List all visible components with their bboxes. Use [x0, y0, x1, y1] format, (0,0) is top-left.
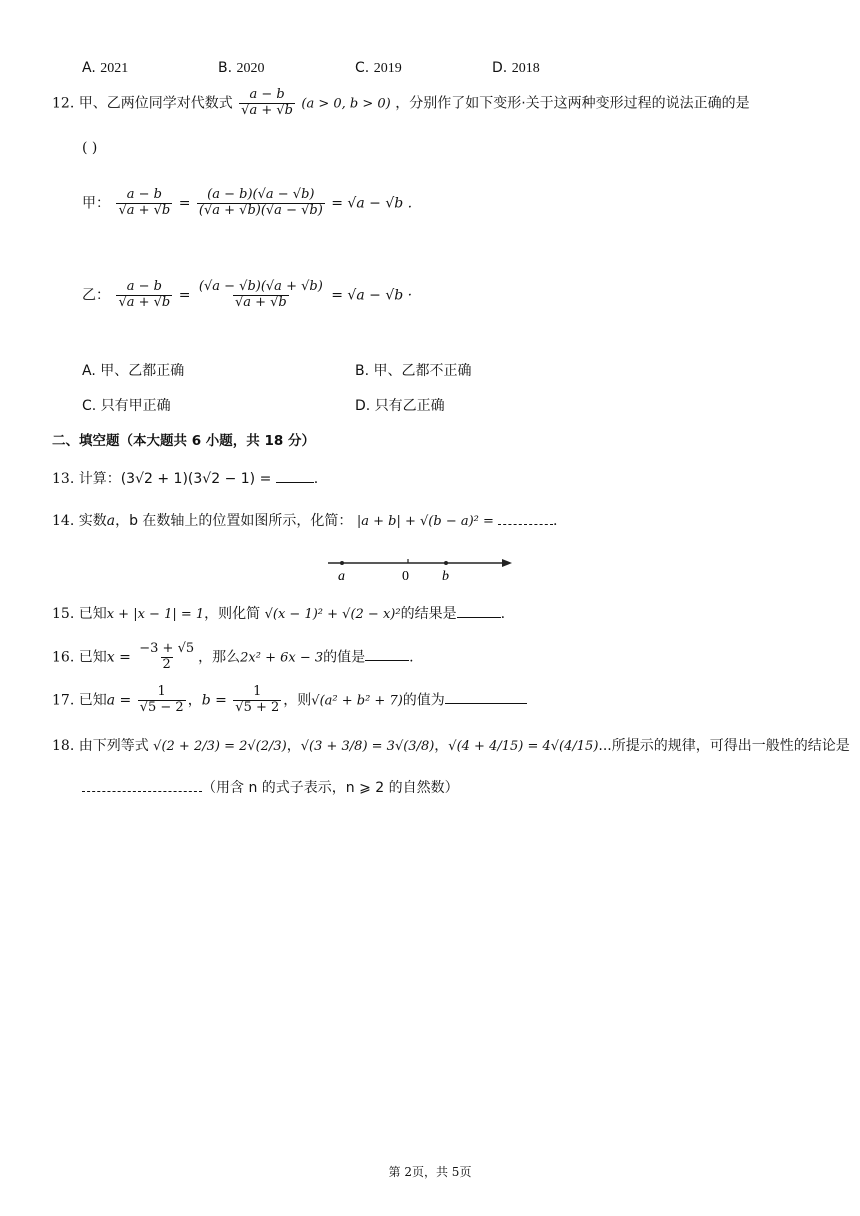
q12-answer-paren: ( ): [82, 140, 98, 156]
q12-yi-derivation: 乙： $\frac{a - b}{√a + √b}$ = $\frac{(√a - √b)(√a + √b)}{√a + √b}$ = √a − √b ·: [82, 279, 413, 310]
q12-stem: 12. 甲、乙两位同学对代数式 $\frac{a - b}{√a + √b}$ (a > 0, b > 0) ，分别作了如下变形·关于这两种变形过程的说法正确的是: [52, 87, 750, 118]
page-footer: 第 2页，共 5页: [388, 1165, 472, 1179]
q15-answer-blank: [457, 617, 501, 618]
q12-fraction: $\frac{a - b}{√a + √b}$: [241, 87, 293, 118]
q11-option-a: A. 2021: [82, 60, 129, 76]
q18-answer-blank: [82, 791, 202, 792]
q12-option-b: B. 甲、乙都不正确: [355, 363, 472, 379]
q12-option-d: D. 只有乙正确: [355, 398, 445, 414]
point-b: [444, 561, 448, 565]
q14: 14. 实数a，b 在数轴上的位置如图所示，化简： |a + b| + √(b − a)² = .: [52, 513, 558, 529]
q18: 18. 由下列等式 √(2 + 2/3) = 2√(2/3)，√(3 + 3/8) = 3√(3/8)，√(4 + 4/15) = 4√(4/15)...所提示的规律，可得出一般性的结论是: [52, 738, 850, 754]
q17-answer-blank: [445, 703, 527, 704]
q18-line2: （用含 n 的式子表示，n ⩾ 2 的自然数）: [82, 777, 459, 797]
q14-answer-blank: [498, 524, 553, 525]
q11-option-c: C. 2019: [355, 60, 402, 76]
q13-answer-blank: [276, 482, 314, 483]
q11-option-d: D. 2018: [492, 60, 540, 76]
label-b: b: [442, 569, 449, 584]
q15: 15. 已知x + |x − 1| = 1，则化简 √(x − 1)² + √(2 − x)²的结果是 .: [52, 606, 506, 622]
q13: 13. 计算：(3√2 + 1)(3√2 − 1) = .: [52, 471, 319, 487]
q16-answer-blank: [365, 660, 409, 661]
q11-option-b: B. 2020: [218, 60, 265, 76]
q12-option-c: C. 只有甲正确: [82, 398, 171, 414]
label-a: a: [338, 569, 345, 584]
section-title: 二、填空题（本大题共 6 小题，共 18 分）: [52, 433, 315, 449]
q16: 16. 已知x = $\frac{-3 + √5}{2}$ ，那么2x² + 6x − 3的值是 .: [52, 641, 414, 672]
point-a: [340, 561, 344, 565]
label-zero: 0: [402, 569, 409, 584]
q12-option-a: A. 甲、乙都正确: [82, 363, 185, 379]
number-line: [322, 550, 514, 586]
q12-jia-derivation: 甲： $\frac{a - b}{√a + √b}$ = $\frac{(a - b)(√a - √b)}{(√a + √b)(√a - √b)}$ = √a − √b .: [82, 187, 413, 218]
number-line-arrow: [502, 559, 512, 567]
q17: 17. 已知a = $\frac{1}{√5 - 2}$ ，b = $\frac{1}{√5 + 2}$ ，则√(a² + b² + 7)的值为: [52, 685, 527, 716]
